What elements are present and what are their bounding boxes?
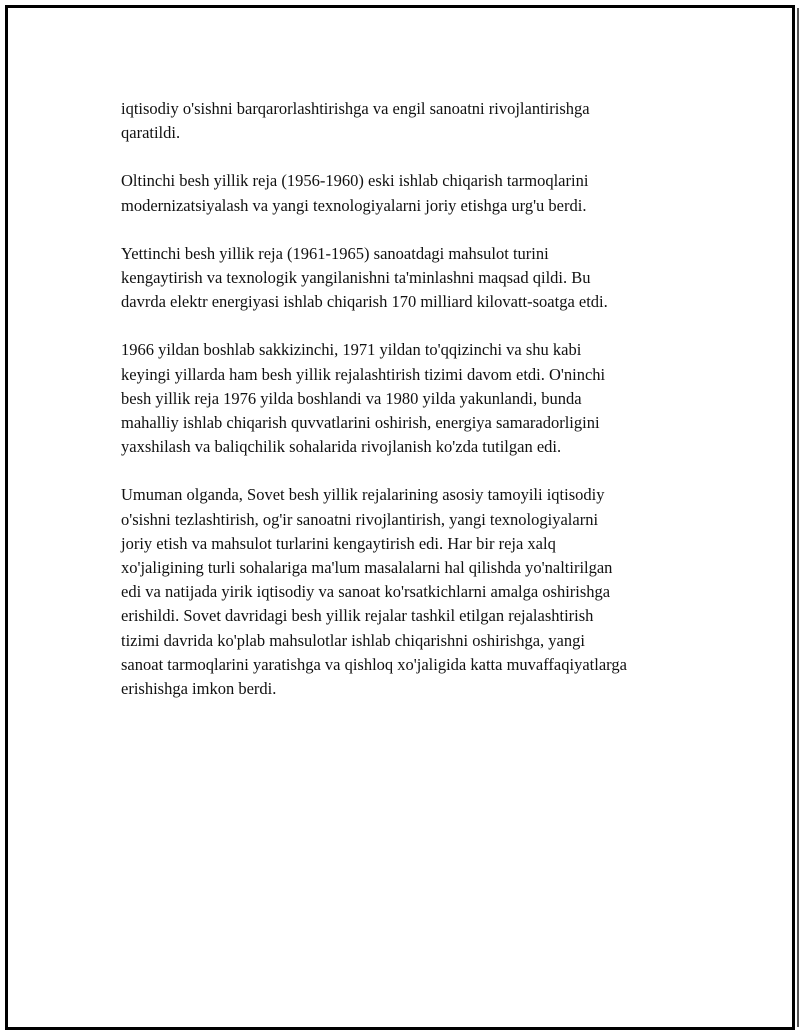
page-content	[121, 97, 711, 725]
page-frame	[5, 5, 795, 1030]
paragraph-5: Umuman olganda, Sovet besh yillik rejalarining asosiy tamoyili iqtisodiy o'sishni tezlashtirish, og'ir sanoatni rivojlantirish, yangi texnologiyalarni joriy etish va mahsulot turlarini kengaytirish edi. Har bir reja xalq xo'jaligining turli sohalariga ma'lum masalalarni hal qilishda yo'naltirilgan edi va natijada yirik iqtisodiy va sanoat ko'rsatkichlarni amalga oshirishga erishildi. Sovet davridagi besh yillik rejalar tashkil etilgan rejalashtirish tizimi davrida ko'plab mahsulotlar ishlab chiqarishni oshirishga, yangi sanoat tarmoqlarini yaratishga va qishloq xo'jaligida katta muvaffaqiyatlarga erishishga imkon berdi.	[121, 485, 627, 699]
paragraph-1: iqtisodiy o'sishni barqarorlashtirishga va engil sanoatni rivojlantirishga qaratildi.	[121, 99, 590, 143]
paragraph-3: Yettinchi besh yillik reja (1961-1965) sanoatdagi mahsulot turini kengaytirish va texnologik yangilanishni ta'minlashni maqsad qildi. Bu davrda elektr energiyasi ishlab chiqarish 170 milliard kilovatt-soatga etdi.	[121, 243, 608, 312]
paragraph-4: 1966 yildan boshlab sakkizinchi, 1971 yildan to'qqizinchi va shu kabi keyingi yillarda ham besh yillik rejalashtirish tizimi davom etdi. O'ninchi besh yillik reja 1976 yilda boshlandi va 1980 yilda yakunlandi, bunda mahalliy ishlab chiqarish quvvatlarini oshirish, energiya samaradorligini yaxshilash va baliqchilik sohalarida rivojlanish ko'zda tutilgan edi.	[121, 340, 606, 457]
paragraph-2: Oltinchi besh yillik reja (1956-1960) eski ishlab chiqarish tarmoqlarini modernizatsiyalash va yangi texnologiyalarni joriy etishga urg'u berdi.	[121, 171, 589, 215]
